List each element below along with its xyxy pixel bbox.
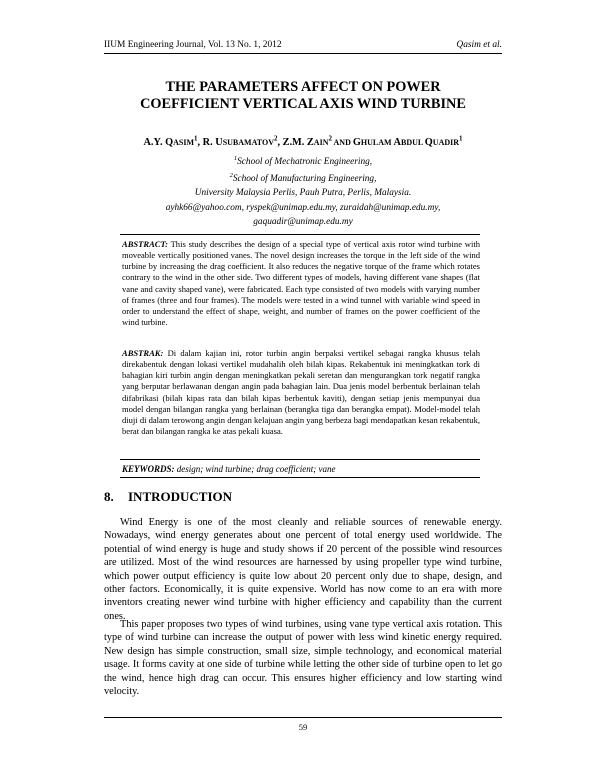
affiliations: [104, 152, 502, 200]
author-3: , Z.M. ZAIN$^2$: [277, 135, 332, 149]
paper-title: [104, 79, 502, 113]
keywords-top-rule: [120, 459, 480, 460]
section-heading: [104, 489, 232, 505]
page-number: 59: [298, 722, 308, 732]
affiliation-1: $^1$School of Mechatronic Engineering,: [233, 155, 373, 168]
keywords-label: KEYWORDS:: [122, 464, 175, 474]
abstrak-label: ABSTRAK:: [122, 348, 164, 358]
intro-paragraph-2: This paper proposes two types of wind turbines, using vane type vertical axis rotation. This type of wind turbine can increase the output of power with less wind kinetic energy required. New design has simple construction, small size, simple technology, and economical material usage. It forms cavity at one side of turbine while letting the other side of turbine open to let go the wind, hence high drag can occur. This ensures higher efficiency and low starting wind velocity.: [104, 619, 502, 698]
keywords-text: design; wind turbine; drag coefficient; vane: [176, 464, 336, 474]
author-4: AND GHULAM ABDUL QUADIR$^1$: [331, 135, 463, 149]
author-list: [90, 135, 516, 148]
email-line-2: gaquadir@unimap.edu.my: [253, 216, 353, 227]
author-2: , R. USUBAMATOV$^2$: [197, 135, 278, 149]
email-line-1: ayhk66@yahoo.com, ryspek@unimap.edu.my, zuraidah@unimap.edu.my,: [165, 203, 441, 213]
abstract: [122, 239, 480, 328]
abstract-text: This study describes the design of a special type of vertical axis rotor wind turbine with moveable vertically positioned vanes. The novel design increases the torque in the left side of the wind turbine by increasing the drag coefficient. It also reduces the negative torque of the frame which rotates contrary to the wind in the other side. Two different types of models, having different vane shapes (flat vane and cavity shaped vane), were fabricated. Each type consisted of two models with varying number of frames (three and four frames). The models were tested in a wind tunnel with variable wind speed in order to understand the effect of shape, weight, and number of frames on the power coefficient of the wind turbine.: [122, 239, 480, 328]
footer-rule: [104, 717, 502, 718]
abstrak: [122, 348, 480, 437]
header-rule: [104, 53, 502, 54]
keywords-bottom-rule: [120, 477, 480, 478]
journal-citation: IIUM Engineering Journal, Vol. 13 No. 1, 2012: [104, 40, 282, 50]
abstrak-text: Di dalam kajian ini, rotor turbin angin berpaksi vertikel sebagai rangka khusus telah direkabentuk dengan lokasi vertikel mudahalih oleh bilah kipas. Rekabentuk ini meningkatkan tork di bahagian kiri turbin angin dengan meningkatkan pekali seretan dan mengurangkan tork negatif rangka yang berputar berlawanan dengan angin pada bahagian lain. Dua jenis model berbentuk berlainan telah difabrikasi (bilah kipas rata dan bilah kipas berbentuk kaviti), dengan setiap jenis mempunyai dua model dengan bilangan rangka yang berlainan (berangka tiga dan berangka empat). Model-model telah diuji di dalam terowong angin dengan kelajuan angin yang berbeza bagi mendapatkan kesan rekabentuk, berat dan bilangan rangka ke atas pekali kuasa.: [122, 348, 480, 437]
section-title: INTRODUCTION: [128, 489, 233, 504]
author-short: Qasim et al.: [456, 40, 502, 50]
author-1: A.Y. QASIM$^1$: [143, 135, 198, 149]
running-header: [104, 40, 502, 50]
affiliation-2: $^2$School of Manufacturing Engineering,: [229, 172, 377, 185]
abstract-top-rule: [120, 234, 480, 235]
title-line-1: THE PARAMETERS AFFECT ON POWER: [165, 79, 441, 95]
section-number: 8.: [104, 489, 114, 504]
keywords: [122, 464, 480, 474]
author-emails: [104, 202, 502, 229]
intro-paragraph-1: Wind Energy is one of the most cleanly and reliable sources of renewable energy. Nowadays, wind energy generates about one percent of total energy used worldwide. The potential of wind energy is huge and study shows if 20 percent of the possible wind resources are utilized. Most of the wind resources are harnessed by using propeller type wind turbine, which power output efficiency is quite low about 20 percent only due to shape, design, and other factors. Economically, it is quite expensive. World has now come to an era with more inventors creating newer wind turbine with higher efficiency and capability than the current ones.: [104, 517, 502, 622]
title-line-2: COEFFICIENT VERTICAL AXIS WIND TURBINE: [140, 96, 466, 112]
abstract-label: ABSTRACT:: [122, 239, 168, 249]
affiliation-3: University Malaysia Perlis, Pauh Putra, Perlis, Malaysia.: [194, 187, 412, 198]
